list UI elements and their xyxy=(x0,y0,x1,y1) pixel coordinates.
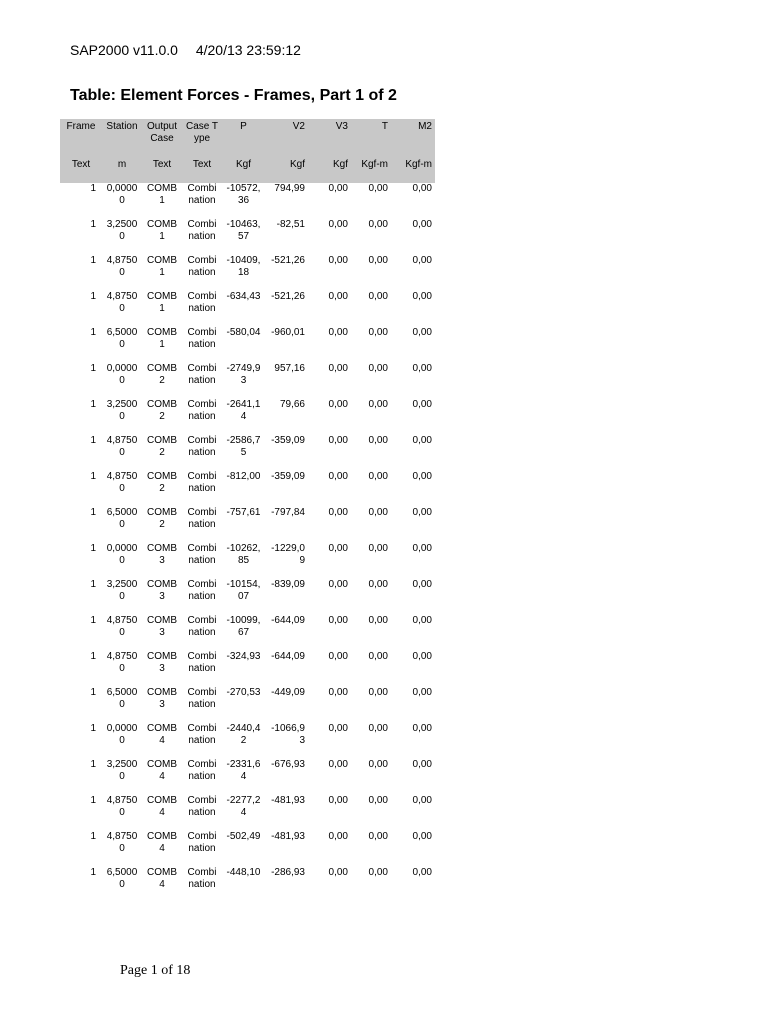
cell-casetype: Combination xyxy=(187,651,217,674)
cell-v3: 0,00 xyxy=(328,579,348,590)
cell-p: -10409,18 xyxy=(226,255,261,278)
column-name-v3: V3 xyxy=(308,119,351,157)
cell-m2: 0,00 xyxy=(412,183,432,194)
cell-m2: 0,00 xyxy=(412,219,432,230)
cell-m2: 0,00 xyxy=(412,795,432,806)
column-name-m2: M2 xyxy=(391,119,435,157)
cell-casetype: Combination xyxy=(187,543,217,566)
cell-outputcase: COMB2 xyxy=(147,507,177,530)
cell-outputcase: COMB3 xyxy=(147,651,177,674)
cell-casetype: Combination xyxy=(187,759,217,782)
cell-station: 0,00000 xyxy=(106,183,138,206)
table-row xyxy=(60,867,435,903)
cell-casetype: Combination xyxy=(187,291,217,314)
cell-casetype: Combination xyxy=(187,399,217,422)
table-row xyxy=(60,399,435,435)
cell-t: 0,00 xyxy=(368,327,388,338)
cell-station: 6,50000 xyxy=(106,867,138,890)
cell-m2: 0,00 xyxy=(412,723,432,734)
cell-frame: 1 xyxy=(90,435,96,446)
cell-v3: 0,00 xyxy=(328,795,348,806)
cell-v2: -286,93 xyxy=(271,867,305,878)
cell-v3: 0,00 xyxy=(328,183,348,194)
cell-p: -2749,93 xyxy=(226,363,261,386)
cell-v2: -797,84 xyxy=(271,507,305,518)
cell-casetype: Combination xyxy=(187,867,217,890)
cell-outputcase: COMB4 xyxy=(147,723,177,746)
cell-station: 4,87500 xyxy=(106,255,138,278)
cell-frame: 1 xyxy=(90,471,96,482)
cell-station: 4,87500 xyxy=(106,615,138,638)
cell-v2: -839,09 xyxy=(271,579,305,590)
cell-t: 0,00 xyxy=(368,759,388,770)
cell-v3: 0,00 xyxy=(328,831,348,842)
cell-frame: 1 xyxy=(90,795,96,806)
cell-t: 0,00 xyxy=(368,795,388,806)
cell-t: 0,00 xyxy=(368,723,388,734)
table-row xyxy=(60,687,435,723)
cell-m2: 0,00 xyxy=(412,435,432,446)
cell-p: -580,04 xyxy=(226,327,261,338)
cell-station: 4,87500 xyxy=(106,795,138,818)
cell-outputcase: COMB3 xyxy=(147,543,177,566)
table-row xyxy=(60,795,435,831)
cell-v3: 0,00 xyxy=(328,687,348,698)
cell-t: 0,00 xyxy=(368,651,388,662)
cell-station: 4,87500 xyxy=(106,471,138,494)
cell-t: 0,00 xyxy=(368,255,388,266)
column-unit-t: Kgf-m xyxy=(351,157,391,183)
cell-p: -2641,14 xyxy=(226,399,261,422)
cell-v3: 0,00 xyxy=(328,759,348,770)
column-unit-v3: Kgf xyxy=(308,157,351,183)
cell-station: 3,25000 xyxy=(106,579,138,602)
cell-m2: 0,00 xyxy=(412,867,432,878)
cell-v3: 0,00 xyxy=(328,867,348,878)
table-row xyxy=(60,327,435,363)
cell-p: -812,00 xyxy=(226,471,261,482)
table-row xyxy=(60,723,435,759)
cell-v2: -960,01 xyxy=(271,327,305,338)
cell-casetype: Combination xyxy=(187,327,217,350)
cell-casetype: Combination xyxy=(187,795,217,818)
cell-frame: 1 xyxy=(90,183,96,194)
cell-frame: 1 xyxy=(90,543,96,554)
cell-outputcase: COMB3 xyxy=(147,579,177,602)
table-row xyxy=(60,543,435,579)
cell-t: 0,00 xyxy=(368,471,388,482)
cell-station: 3,25000 xyxy=(106,219,138,242)
cell-t: 0,00 xyxy=(368,435,388,446)
cell-t: 0,00 xyxy=(368,615,388,626)
column-unit-outputcase: Text xyxy=(142,157,182,183)
cell-m2: 0,00 xyxy=(412,255,432,266)
table-row xyxy=(60,615,435,651)
cell-casetype: Combination xyxy=(187,507,217,530)
cell-v3: 0,00 xyxy=(328,255,348,266)
cell-frame: 1 xyxy=(90,579,96,590)
cell-p: -2586,75 xyxy=(226,435,261,458)
cell-v3: 0,00 xyxy=(328,399,348,410)
report-header xyxy=(70,42,301,58)
cell-outputcase: COMB2 xyxy=(147,399,177,422)
column-unit-casetype: Text xyxy=(182,157,222,183)
cell-v3: 0,00 xyxy=(328,651,348,662)
cell-outputcase: COMB4 xyxy=(147,867,177,890)
cell-t: 0,00 xyxy=(368,399,388,410)
cell-m2: 0,00 xyxy=(412,327,432,338)
table-row xyxy=(60,831,435,867)
cell-p: -448,10 xyxy=(226,867,261,878)
cell-casetype: Combination xyxy=(187,183,217,206)
cell-frame: 1 xyxy=(90,255,96,266)
cell-t: 0,00 xyxy=(368,687,388,698)
table-row xyxy=(60,759,435,795)
cell-p: -10099,67 xyxy=(226,615,261,638)
cell-frame: 1 xyxy=(90,723,96,734)
cell-v2: -521,26 xyxy=(271,255,305,266)
cell-m2: 0,00 xyxy=(412,507,432,518)
cell-outputcase: COMB3 xyxy=(147,687,177,710)
cell-v2: -481,93 xyxy=(271,795,305,806)
cell-station: 4,87500 xyxy=(106,831,138,854)
element-forces-table xyxy=(60,119,435,903)
cell-v3: 0,00 xyxy=(328,471,348,482)
cell-m2: 0,00 xyxy=(412,579,432,590)
cell-t: 0,00 xyxy=(368,219,388,230)
cell-v3: 0,00 xyxy=(328,507,348,518)
cell-p: -2277,24 xyxy=(226,795,261,818)
cell-p: -757,61 xyxy=(226,507,261,518)
cell-outputcase: COMB2 xyxy=(147,435,177,458)
table-row xyxy=(60,291,435,327)
table-row xyxy=(60,255,435,291)
cell-frame: 1 xyxy=(90,831,96,842)
cell-casetype: Combination xyxy=(187,219,217,242)
cell-casetype: Combination xyxy=(187,471,217,494)
cell-outputcase: COMB3 xyxy=(147,615,177,638)
cell-casetype: Combination xyxy=(187,255,217,278)
cell-p: -324,93 xyxy=(226,651,261,662)
cell-t: 0,00 xyxy=(368,363,388,374)
cell-outputcase: COMB1 xyxy=(147,219,177,242)
cell-p: -10154,07 xyxy=(226,579,261,602)
cell-v2: -359,09 xyxy=(271,471,305,482)
cell-t: 0,00 xyxy=(368,579,388,590)
table-row xyxy=(60,183,435,219)
table-row xyxy=(60,579,435,615)
column-name-outputcase: OutputCase xyxy=(142,119,182,157)
page-number: Page 1 of 18 xyxy=(120,963,191,978)
cell-m2: 0,00 xyxy=(412,291,432,302)
cell-v2: -1066,93 xyxy=(271,723,305,746)
cell-casetype: Combination xyxy=(187,579,217,602)
cell-t: 0,00 xyxy=(368,291,388,302)
cell-casetype: Combination xyxy=(187,831,217,854)
cell-t: 0,00 xyxy=(368,183,388,194)
cell-v2: -521,26 xyxy=(271,291,305,302)
cell-v2: -644,09 xyxy=(271,615,305,626)
table-row xyxy=(60,651,435,687)
cell-outputcase: COMB4 xyxy=(147,831,177,854)
cell-t: 0,00 xyxy=(368,507,388,518)
cell-station: 6,50000 xyxy=(106,327,138,350)
column-unit-m2: Kgf-m xyxy=(391,157,435,183)
cell-frame: 1 xyxy=(90,219,96,230)
cell-casetype: Combination xyxy=(187,435,217,458)
cell-p: -10572,36 xyxy=(226,183,261,206)
cell-v2: 79,66 xyxy=(279,399,305,410)
cell-v3: 0,00 xyxy=(328,435,348,446)
column-units-row xyxy=(60,157,435,183)
cell-station: 4,87500 xyxy=(106,651,138,674)
column-names-row xyxy=(60,119,435,157)
cell-v3: 0,00 xyxy=(328,219,348,230)
cell-outputcase: COMB1 xyxy=(147,327,177,350)
cell-casetype: Combination xyxy=(187,687,217,710)
column-unit-v2: Kgf xyxy=(265,157,308,183)
cell-v2: 957,16 xyxy=(274,363,305,374)
cell-v2: -82,51 xyxy=(276,219,305,230)
cell-frame: 1 xyxy=(90,507,96,518)
table-row xyxy=(60,471,435,507)
cell-outputcase: COMB1 xyxy=(147,183,177,206)
table-row xyxy=(60,363,435,399)
cell-t: 0,00 xyxy=(368,867,388,878)
column-unit-p: Kgf xyxy=(222,157,265,183)
cell-v2: -676,93 xyxy=(271,759,305,770)
cell-station: 0,00000 xyxy=(106,723,138,746)
table-header xyxy=(60,119,435,183)
cell-outputcase: COMB4 xyxy=(147,759,177,782)
cell-frame: 1 xyxy=(90,363,96,374)
cell-m2: 0,00 xyxy=(412,399,432,410)
cell-v3: 0,00 xyxy=(328,723,348,734)
cell-frame: 1 xyxy=(90,291,96,302)
cell-v2: -449,09 xyxy=(271,687,305,698)
cell-frame: 1 xyxy=(90,327,96,338)
cell-m2: 0,00 xyxy=(412,615,432,626)
cell-outputcase: COMB2 xyxy=(147,471,177,494)
cell-v2: -644,09 xyxy=(271,651,305,662)
table-row xyxy=(60,507,435,543)
cell-outputcase: COMB2 xyxy=(147,363,177,386)
cell-outputcase: COMB1 xyxy=(147,255,177,278)
cell-station: 0,00000 xyxy=(106,363,138,386)
column-name-station: Station xyxy=(102,119,142,157)
cell-outputcase: COMB4 xyxy=(147,795,177,818)
column-name-t: T xyxy=(351,119,391,157)
cell-m2: 0,00 xyxy=(412,651,432,662)
cell-station: 4,87500 xyxy=(106,291,138,314)
cell-frame: 1 xyxy=(90,687,96,698)
cell-station: 3,25000 xyxy=(106,759,138,782)
cell-m2: 0,00 xyxy=(412,831,432,842)
cell-station: 6,50000 xyxy=(106,687,138,710)
cell-p: -270,53 xyxy=(226,687,261,698)
column-name-v2: V2 xyxy=(265,119,308,157)
cell-frame: 1 xyxy=(90,615,96,626)
cell-casetype: Combination xyxy=(187,615,217,638)
cell-v2: -359,09 xyxy=(271,435,305,446)
cell-t: 0,00 xyxy=(368,543,388,554)
cell-station: 6,50000 xyxy=(106,507,138,530)
column-name-p: P xyxy=(222,119,265,157)
cell-v2: -1229,09 xyxy=(271,543,305,566)
cell-station: 0,00000 xyxy=(106,543,138,566)
column-name-frame: Frame xyxy=(60,119,102,157)
table-title: Table: Element Forces - Frames, Part 1 of 2 xyxy=(70,87,397,104)
cell-t: 0,00 xyxy=(368,831,388,842)
cell-frame: 1 xyxy=(90,399,96,410)
app-version: SAP2000 v11.0.0 xyxy=(70,42,178,58)
cell-v2: 794,99 xyxy=(274,183,305,194)
cell-p: -10463,57 xyxy=(226,219,261,242)
cell-v3: 0,00 xyxy=(328,327,348,338)
cell-v3: 0,00 xyxy=(328,543,348,554)
cell-v3: 0,00 xyxy=(328,615,348,626)
cell-p: -2440,42 xyxy=(226,723,261,746)
cell-v3: 0,00 xyxy=(328,291,348,302)
cell-outputcase: COMB1 xyxy=(147,291,177,314)
column-unit-frame: Text xyxy=(60,157,102,183)
column-unit-station: m xyxy=(102,157,142,183)
cell-v2: -481,93 xyxy=(271,831,305,842)
cell-p: -2331,64 xyxy=(226,759,261,782)
cell-p: -10262,85 xyxy=(226,543,261,566)
report-datetime: 4/20/13 23:59:12 xyxy=(195,42,301,58)
cell-station: 4,87500 xyxy=(106,435,138,458)
cell-casetype: Combination xyxy=(187,723,217,746)
cell-frame: 1 xyxy=(90,759,96,770)
cell-frame: 1 xyxy=(90,867,96,878)
cell-m2: 0,00 xyxy=(412,543,432,554)
cell-p: -634,43 xyxy=(226,291,261,302)
table-row xyxy=(60,219,435,255)
column-name-casetype: Case Type xyxy=(182,119,222,157)
cell-m2: 0,00 xyxy=(412,759,432,770)
cell-station: 3,25000 xyxy=(106,399,138,422)
cell-m2: 0,00 xyxy=(412,471,432,482)
cell-casetype: Combination xyxy=(187,363,217,386)
cell-m2: 0,00 xyxy=(412,687,432,698)
cell-frame: 1 xyxy=(90,651,96,662)
cell-p: -502,49 xyxy=(226,831,261,842)
cell-m2: 0,00 xyxy=(412,363,432,374)
cell-v3: 0,00 xyxy=(328,363,348,374)
table-row xyxy=(60,435,435,471)
table-body xyxy=(60,183,435,903)
